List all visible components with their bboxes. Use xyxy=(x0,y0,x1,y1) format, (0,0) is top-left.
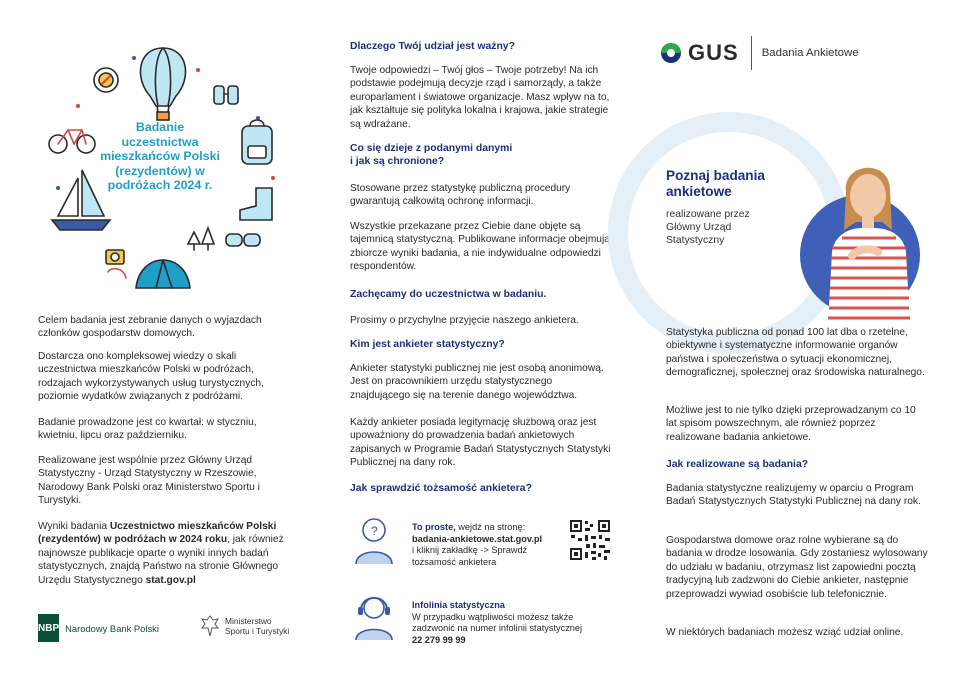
verify-box xyxy=(412,522,552,568)
left-column xyxy=(0,0,320,685)
nbp-badge: NBP xyxy=(38,614,59,642)
hotline-line2: zadzwonić na numer infolinii statystycznej xyxy=(412,623,583,634)
binoculars-icon xyxy=(214,86,238,104)
svg-text:?: ? xyxy=(371,524,378,538)
nbp-logo xyxy=(38,614,158,642)
heading-why-important: Dlaczego Twój udział jest ważny? xyxy=(350,41,515,52)
hot-air-balloon-icon xyxy=(140,48,185,120)
bicycle-icon xyxy=(49,130,95,153)
gus-logo xyxy=(660,36,859,70)
paragraph-goal: Celem badania jest zebranie danych o wyjazdach członków gospodarstw domowych. xyxy=(38,315,262,340)
gus-emblem-icon xyxy=(660,42,682,64)
diving-goggles-icon xyxy=(226,234,260,246)
paragraph-id-card: Każdy ankieter posiada legitymację służbową oraz jest upoważniony do prowadzenia badań ankietowych zapisanych w Programie Badań Statystycznych Statystyki Publicznej na dany rok. xyxy=(350,417,611,469)
paragraph-statistics-100-years: Statystyka publiczna od ponad 100 lat dba o rzetelne, obiektywne i systematyczne informowanie organów państwa i społeczeństwa o sytuacji ekonomicznej, demograficznej, społecznej oraz środowiska naturalnego. xyxy=(666,327,925,379)
compass-icon xyxy=(94,68,118,92)
verify-box-line4: tożsamość ankietera xyxy=(412,556,497,567)
heading-verify-identity: Jak sprawdzić tożsamość ankietera? xyxy=(350,483,532,494)
heading-encourage: Zachęcamy do uczestnictwa w badaniu. xyxy=(350,289,547,300)
paragraph-partners: Realizowane jest wspólnie przez Główny Urząd Statystyczny - Urząd Statystyczny w Rzeszowie, Narodowy Bank Polski oraz Ministerstwo Sportu i Turystyki. xyxy=(38,455,260,507)
paragraph-welcome: Prosimy o przychylne przyjęcie naszego ankietera. xyxy=(350,315,579,326)
ministry-logo xyxy=(200,614,289,638)
paragraph-not-anonymous: Ankieter statystyki publicznej nie jest osobą anonimową. Jest on pracownikiem urzędu statystycznego znajdującego się na terenie danego województwa. xyxy=(350,363,604,401)
verify-box-line3: i kliknij zakładkę -> Sprawdź xyxy=(412,545,528,556)
paragraph-your-voice: Twoje odpowiedzi – Twój głos – Twoje potrzeby! Na ich podstawie podejmują decyzje rząd i samorządy, a także europarlament i światowe organizacje. Masz wpływ na to, jak kształtuje się polityka lokalna i krajowa, jakie strategie są wdrażane. xyxy=(350,65,610,130)
eagle-emblem-icon xyxy=(200,614,220,638)
paragraph-quarterly: Badanie prowadzone jest co kwartał: w styczniu, kwietniu, lipcu oraz październiku. xyxy=(38,417,257,442)
paragraph-sampling: Gospodarstwa domowe oraz rolne wybierane są do badania w drodze losowania. Gdy zostaniesz wylosowany do udziału w badaniu, otrzymasz list zapowiedni pocztą tradycyjną lub zadzwoni do Ciebie ankieter, następnie przeprowadzi wywiad osobiście lub telefonicznie. xyxy=(666,535,928,600)
nbp-label: Narodowy Bank Polski xyxy=(65,622,159,634)
interviewer-id-icon xyxy=(352,514,396,566)
ministry-label-line1: Ministerstwo xyxy=(225,616,272,626)
gear-items-icon xyxy=(106,250,126,278)
paragraph-online: W niektórych badaniach możesz wziąć udział online. xyxy=(666,627,904,638)
illustration-title: Badanie uczestnictwa mieszkańców Polski (rezydentów) w podróżach 2024 r. xyxy=(100,120,220,193)
gus-logo-subtitle: Badania Ankietowe xyxy=(761,47,859,59)
logo-separator xyxy=(751,36,752,70)
tent-icon xyxy=(136,260,190,288)
hotline-title: Infolinia statystyczna xyxy=(412,600,505,610)
heading-data-protection: Co się dzieje z podanymi danymi i jak są chronione? xyxy=(350,143,513,168)
verify-url-link[interactable]: badania-ankietowe.stat.gov.pl xyxy=(412,533,543,544)
boot-icon xyxy=(240,188,272,220)
stat-gov-link[interactable]: stat.gov.pl xyxy=(145,574,196,586)
heading-how-conducted: Jak realizowane są badania? xyxy=(666,459,809,470)
paragraph-program: Badania statystyczne realizujemy w oparciu o Program Badań Statystycznych Statystyki Publicznej na dany rok. xyxy=(666,483,921,508)
hotline-phone[interactable]: 22 279 99 99 xyxy=(412,634,466,645)
ministry-label-line2: Sportu i Turystyki xyxy=(225,626,290,636)
verify-box-rest: wejdź na stronę: xyxy=(455,522,526,532)
woman-photo xyxy=(812,152,924,324)
hero-title: Poznaj badania ankietowe xyxy=(666,168,765,199)
hotline-headset-icon xyxy=(352,590,396,642)
paragraph-knowledge: Dostarcza ono kompleksowej wiedzy o skali uczestnictwa mieszkańców Polski w podróżach, rodzajach wykorzystywanych usług turystycznych, poziomie wydatków związanych z podróżami. xyxy=(38,351,264,403)
paragraph-procedures: Stosowane przez statystykę publiczną procedury gwarantują całkowitą ochronę informacji. xyxy=(350,183,571,208)
hotline-box xyxy=(412,600,612,646)
paragraph-secrecy: Wszystkie przekazane przez Ciebie dane objęte są tajemnicą statystyczną. Publikowane informacje obejmują zbiorcze wyniki badania, a nie indywidualne odpowiedzi respondentów. xyxy=(350,221,610,273)
qr-code-icon[interactable] xyxy=(568,518,612,562)
paragraph-censuses: Możliwe jest to nie tylko dzięki przeprowadzanym co 10 lat spisom powszechnym, ale również poprzez realizowane badania ankietowe. xyxy=(666,405,916,443)
middle-column xyxy=(320,0,640,685)
hotline-line1: W przypadku wątpliwości możesz także xyxy=(412,611,574,622)
heading-who-is-interviewer: Kim jest ankieter statystyczny? xyxy=(350,339,505,350)
paragraph-results: Wyniki badania Uczestnictwo mieszkańców Polski (rezydentów) w podróżach w 2024 roku, jak również najnowsze publikacje oparte o wyniki innych badań statystycznych, znajdą Państwo na stronie Głównego Urzędu Statystycznego stat.gov.pl xyxy=(38,521,284,586)
hero-subtitle: realizowane przez Główny Urząd Statystyczny xyxy=(666,209,750,246)
verify-box-bold: To proste, xyxy=(412,522,456,532)
backpack-icon xyxy=(242,120,272,164)
gus-logo-text: GUS xyxy=(688,40,739,65)
trees-icon xyxy=(188,228,214,250)
